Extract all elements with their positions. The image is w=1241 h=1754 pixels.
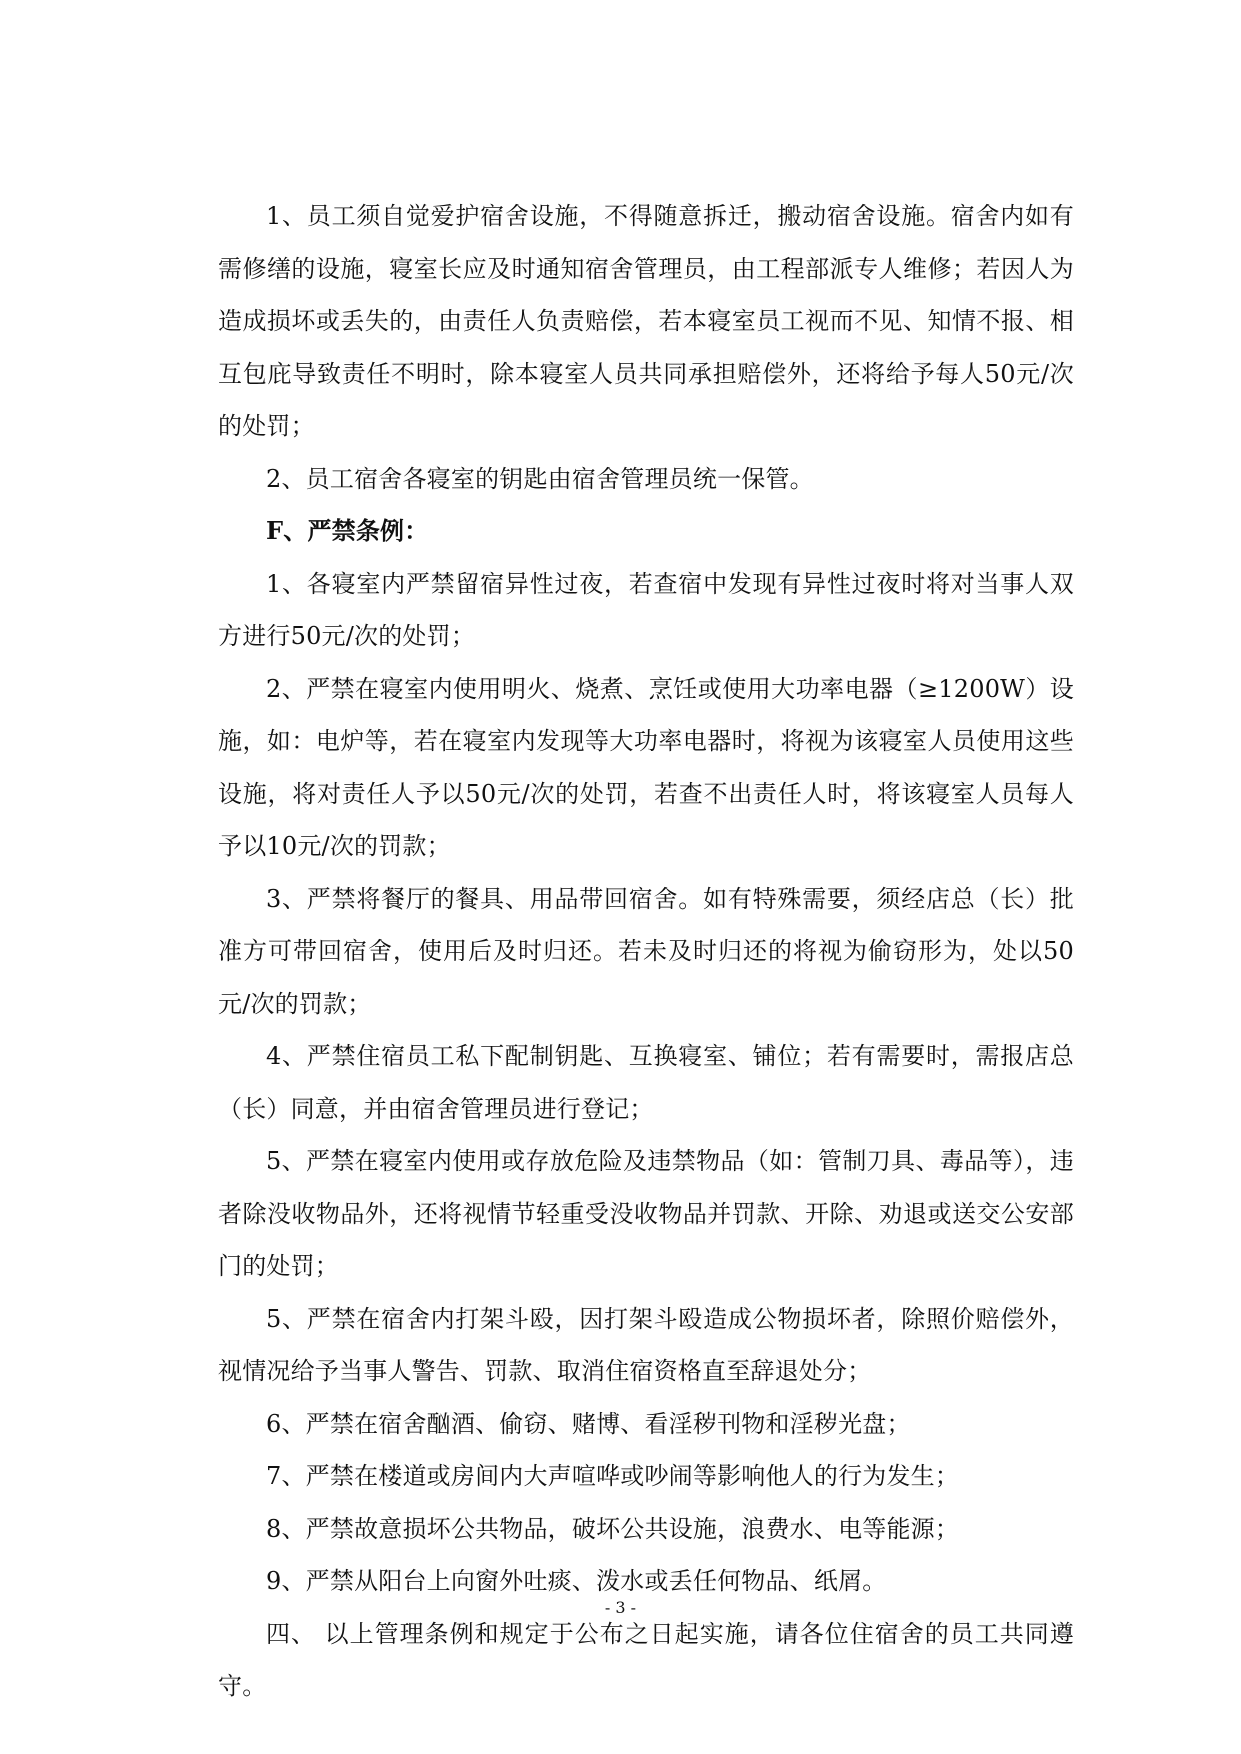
paragraph-13: 四、 以上管理条例和规定于公布之日起实施，请各位住宿舍的员工共同遵守。 (218, 1619, 1074, 1700)
section-heading: F、严禁条例： (266, 516, 429, 545)
document-body (218, 190, 1074, 1713)
paragraph-11: 8、严禁故意损坏公共物品，破坏公共设施，浪费水、电等能源； (266, 1514, 960, 1543)
paragraph-7: 5、严禁在寝室内使用或存放危险及违禁物品（如：管制刀具、毒品等），违者除没收物品外，还将视情节轻重受没收物品并罚款、开除、劝退或送交公安部门的处罚； (218, 1147, 1074, 1280)
paragraph-5: 3、严禁将餐厅的餐具、用品带回宿舍。如有特殊需要，须经店总（长）批准方可带回宿舍，使用后及时归还。若未及时归还的将视为偷窃形为，处以50元/次的罚款； (218, 884, 1074, 1018)
paragraph-8: 5、严禁在宿舍内打架斗殴，因打架斗殴造成公物损坏者，除照价赔偿外，视情况给予当事人警告、罚款、取消住宿资格直至辞退处分； (218, 1304, 1074, 1385)
paragraph-1: 1、员工须自觉爱护宿舍设施，不得随意拆迁，搬动宿舍设施。宿舍内如有需修缮的设施，寝室长应及时通知宿舍管理员，由工程部派专人维修；若因人为造成损坏或丢失的，由责任人负责赔偿，若本寝室员工视而不见、知情不报、相互包庇导致责任不明时，除本寝室人员共同承担赔偿外，还将给予每人50元/次的处罚； (218, 202, 1074, 440)
page-number: - 3 - (604, 1598, 637, 1617)
paragraph-9: 6、严禁在宿舍酗酒、偷窃、赌博、看淫秽刊物和淫秽光盘； (266, 1409, 911, 1438)
paragraph-3: 1、各寝室内严禁留宿异性过夜，若查宿中发现有异性过夜时将对当事人双方进行50元/次的处罚； (218, 569, 1074, 650)
paragraph-6: 4、严禁住宿员工私下配制钥匙、互换寝室、铺位；若有需要时，需报店总（长）同意，并由宿舍管理员进行登记； (218, 1042, 1074, 1123)
paragraph-12: 9、严禁从阳台上向窗外吐痰、泼水或丢任何物品、纸屑。 (266, 1567, 887, 1595)
paragraph-2: 2、员工宿舍各寝室的钥匙由宿舍管理员统一保管。 (266, 464, 814, 493)
paragraph-10: 7、严禁在楼道或房间内大声喧哗或吵闹等影响他人的行为发生； (266, 1462, 960, 1490)
paragraph-4: 2、严禁在寝室内使用明火、烧煮、烹饪或使用大功率电器（≥1200W）设施，如：电炉等，若在寝室内发现等大功率电器时，将视为该寝室人员使用这些设施，将对责任人予以50元/次的处罚，若查不出责任人时，将该寝室人员每人予以10元/次的罚款； (218, 674, 1074, 860)
